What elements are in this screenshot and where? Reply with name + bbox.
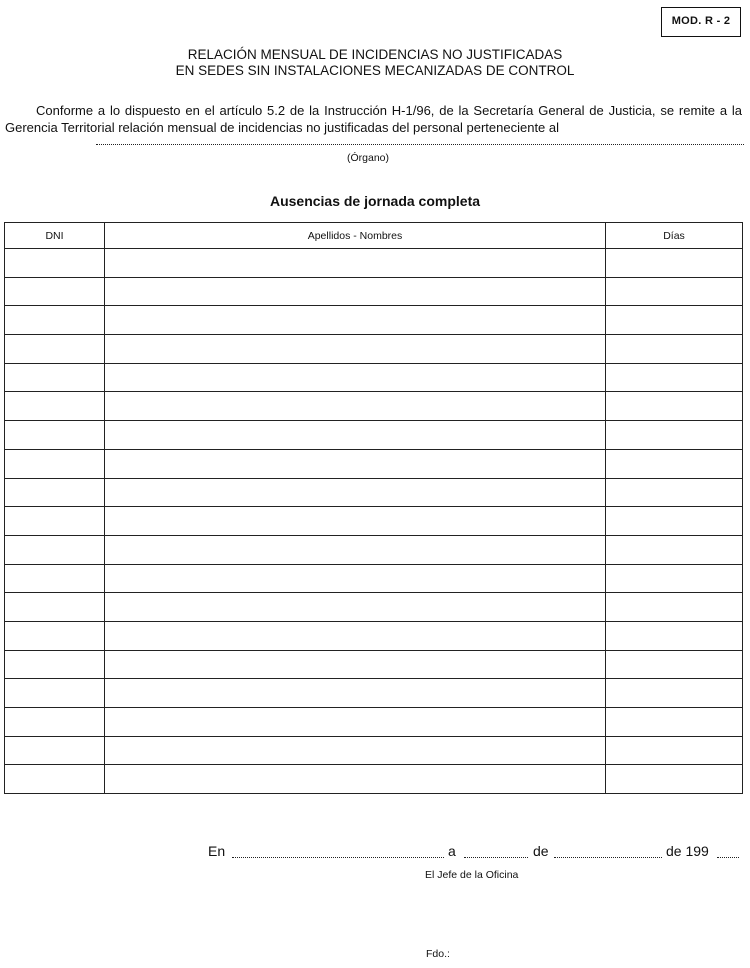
table-row: [5, 593, 743, 622]
name-cell[interactable]: [105, 249, 606, 278]
name-cell[interactable]: [105, 478, 606, 507]
dni-cell[interactable]: [5, 535, 105, 564]
dni-cell[interactable]: [5, 277, 105, 306]
dni-cell[interactable]: [5, 392, 105, 421]
dni-cell[interactable]: [5, 708, 105, 737]
dni-cell[interactable]: [5, 736, 105, 765]
form-code: MOD. R - 2: [671, 15, 731, 27]
days-cell[interactable]: [606, 679, 743, 708]
document-title: [0, 47, 750, 79]
days-cell[interactable]: [606, 650, 743, 679]
label-a: a: [448, 843, 456, 859]
name-cell[interactable]: [105, 736, 606, 765]
title-line-1: RELACIÓN MENSUAL DE INCIDENCIAS NO JUSTIFICADAS: [187, 47, 563, 62]
name-cell[interactable]: [105, 363, 606, 392]
days-cell[interactable]: [606, 335, 743, 364]
section-title: Ausencias de jornada completa: [269, 193, 481, 209]
dni-cell[interactable]: [5, 421, 105, 450]
header-dias: Días: [606, 223, 743, 249]
table-row: [5, 507, 743, 536]
name-cell[interactable]: [105, 306, 606, 335]
dni-cell[interactable]: [5, 306, 105, 335]
table-row: [5, 564, 743, 593]
name-cell[interactable]: [105, 593, 606, 622]
name-cell[interactable]: [105, 708, 606, 737]
table-row: [5, 449, 743, 478]
dni-cell[interactable]: [5, 249, 105, 278]
table-row: [5, 650, 743, 679]
days-cell[interactable]: [606, 277, 743, 306]
name-cell[interactable]: [105, 335, 606, 364]
table-row: [5, 306, 743, 335]
name-cell[interactable]: [105, 765, 606, 794]
name-cell[interactable]: [105, 507, 606, 536]
name-cell[interactable]: [105, 277, 606, 306]
days-cell[interactable]: [606, 765, 743, 794]
table-row: [5, 277, 743, 306]
table-row: [5, 249, 743, 278]
dni-cell[interactable]: [5, 593, 105, 622]
days-cell[interactable]: [606, 736, 743, 765]
table-row: [5, 421, 743, 450]
label-de-199: de 199: [666, 843, 709, 859]
dni-cell[interactable]: [5, 564, 105, 593]
table-row: [5, 765, 743, 794]
table-row: [5, 708, 743, 737]
title-line-2: EN SEDES SIN INSTALACIONES MECANIZADAS DE CONTROL: [175, 63, 575, 78]
intro-text: Conforme a lo dispuesto en el artículo 5.2 de la Instrucción H-1/96, de la Secretaría General de Justicia, se remite a la Gerencia Territorial relación mensual de incidencias no justificadas del personal perteneciente al: [5, 103, 742, 135]
table-body: [5, 249, 743, 794]
dni-cell[interactable]: [5, 679, 105, 708]
days-cell[interactable]: [606, 507, 743, 536]
table-row: [5, 736, 743, 765]
name-cell[interactable]: [105, 564, 606, 593]
month-fill[interactable]: [554, 847, 662, 858]
days-cell[interactable]: [606, 593, 743, 622]
days-cell[interactable]: [606, 249, 743, 278]
organo-fill-line[interactable]: [96, 132, 744, 145]
table-row: [5, 392, 743, 421]
days-cell[interactable]: [606, 564, 743, 593]
header-dni: DNI: [5, 223, 105, 249]
name-cell[interactable]: [105, 679, 606, 708]
year-fill[interactable]: [717, 847, 739, 858]
signer-title: El Jefe de la Oficina: [425, 869, 519, 881]
days-cell[interactable]: [606, 449, 743, 478]
days-cell[interactable]: [606, 478, 743, 507]
dni-cell[interactable]: [5, 478, 105, 507]
dni-cell[interactable]: [5, 507, 105, 536]
form-code-box: [661, 7, 741, 37]
signature-label: Fdo.:: [426, 948, 450, 960]
days-cell[interactable]: [606, 306, 743, 335]
days-cell[interactable]: [606, 621, 743, 650]
table-header-row: [5, 223, 743, 249]
name-cell[interactable]: [105, 535, 606, 564]
absences-table: [4, 222, 743, 794]
name-cell[interactable]: [105, 421, 606, 450]
place-fill[interactable]: [232, 847, 444, 858]
dni-cell[interactable]: [5, 335, 105, 364]
dni-cell[interactable]: [5, 621, 105, 650]
header-apellidos-nombres: Apellidos - Nombres: [105, 223, 606, 249]
table-row: [5, 478, 743, 507]
organo-label: (Órgano): [347, 152, 390, 164]
table-row: [5, 679, 743, 708]
day-fill[interactable]: [464, 847, 528, 858]
dni-cell[interactable]: [5, 765, 105, 794]
dni-cell[interactable]: [5, 449, 105, 478]
days-cell[interactable]: [606, 392, 743, 421]
dni-cell[interactable]: [5, 650, 105, 679]
days-cell[interactable]: [606, 363, 743, 392]
days-cell[interactable]: [606, 421, 743, 450]
table-row: [5, 535, 743, 564]
label-en: En: [208, 843, 226, 859]
name-cell[interactable]: [105, 392, 606, 421]
date-line: [208, 843, 748, 861]
table-row: [5, 621, 743, 650]
name-cell[interactable]: [105, 449, 606, 478]
name-cell[interactable]: [105, 621, 606, 650]
label-de: de: [533, 843, 549, 859]
table-row: [5, 363, 743, 392]
table-row: [5, 335, 743, 364]
dni-cell[interactable]: [5, 363, 105, 392]
days-cell[interactable]: [606, 535, 743, 564]
days-cell[interactable]: [606, 708, 743, 737]
name-cell[interactable]: [105, 650, 606, 679]
